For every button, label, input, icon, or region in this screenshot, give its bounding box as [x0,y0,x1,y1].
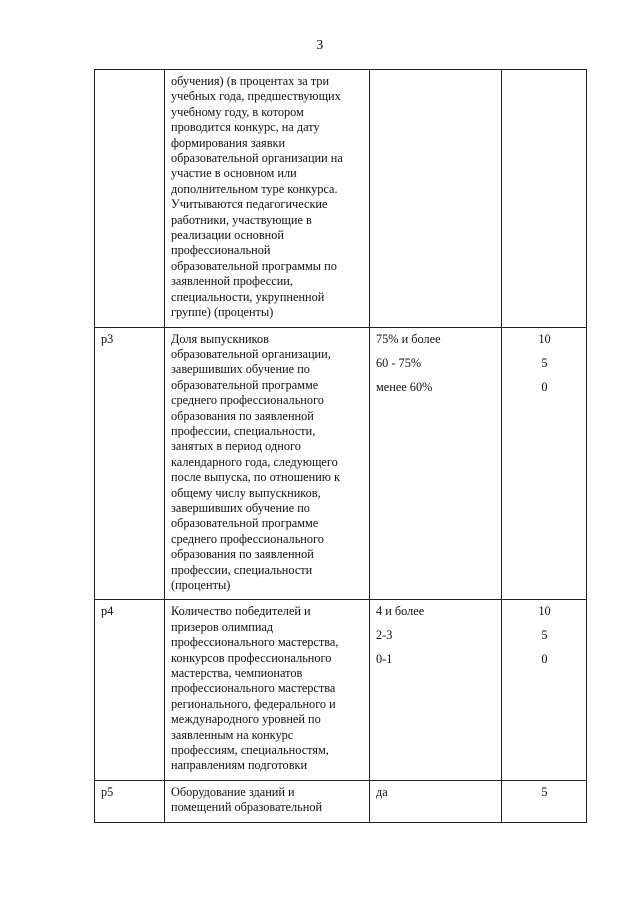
criterion-id: p4 [95,600,165,780]
criterion-id [95,70,165,328]
criterion-ranges [370,70,502,328]
score-value: 0 [541,379,548,394]
criterion-ranges [370,327,502,600]
table-row [95,327,587,600]
criterion-scores [502,780,587,822]
range-option: да [376,784,388,799]
table-row [95,780,587,822]
criterion-scores [502,600,587,780]
criterion-description: Доля выпускников образовательной организации, завершивших обучение по образовательной программе среднего профессионального образования по заявленной профессии, специальности, занятых в период одного календарного года, следующего после выпуска, по отношению к общему числу выпускников, завершивших обучение по образовательной программе среднего профессионального образования по заявленной профессии, специальности (проценты) [165,327,370,600]
score-value: 5 [541,355,548,370]
score-value: 10 [538,604,551,619]
criterion-ranges [370,600,502,780]
table-row [95,600,587,780]
range-option: 0-1 [376,652,393,667]
range-option: менее 60% [376,379,433,394]
score-value: 0 [541,652,548,667]
score-value: 5 [541,628,548,643]
table-row [95,70,587,328]
criterion-scores [502,70,587,328]
criterion-scores [502,327,587,600]
range-option: 60 - 75% [376,355,422,370]
criterion-id: p5 [95,780,165,822]
criterion-description: Оборудование зданий и помещений образовательной [165,780,370,822]
criterion-id: p3 [95,327,165,600]
criteria-table [94,69,587,823]
criterion-description: Количество победителей и призеров олимпиад профессионального мастерства, конкурсов профессионального мастерства, чемпионатов профессионального мастерства регионального, федерального и международного уровней по заявленным на конкурс профессиям, специальностям, направлениям подготовки [165,600,370,780]
page-number: 3 [316,38,324,53]
criterion-ranges [370,780,502,822]
score-value: 10 [538,331,551,346]
range-option: 2-3 [376,628,393,643]
range-option: 75% и более [376,331,441,346]
range-option: 4 и более [376,604,425,619]
criterion-description: обучения) (в процентах за три учебных года, предшествующих учебному году, в котором проводится конкурс, на дату формирования заявки образовательной организации на участие в основном или дополнительном туре конкурса. Учитываются педагогические работники, участвующие в реализации основной профессиональной образовательной программы по заявленной профессии, специальности, укрупненной группе) (проценты) [165,70,370,328]
score-value: 5 [541,784,548,799]
